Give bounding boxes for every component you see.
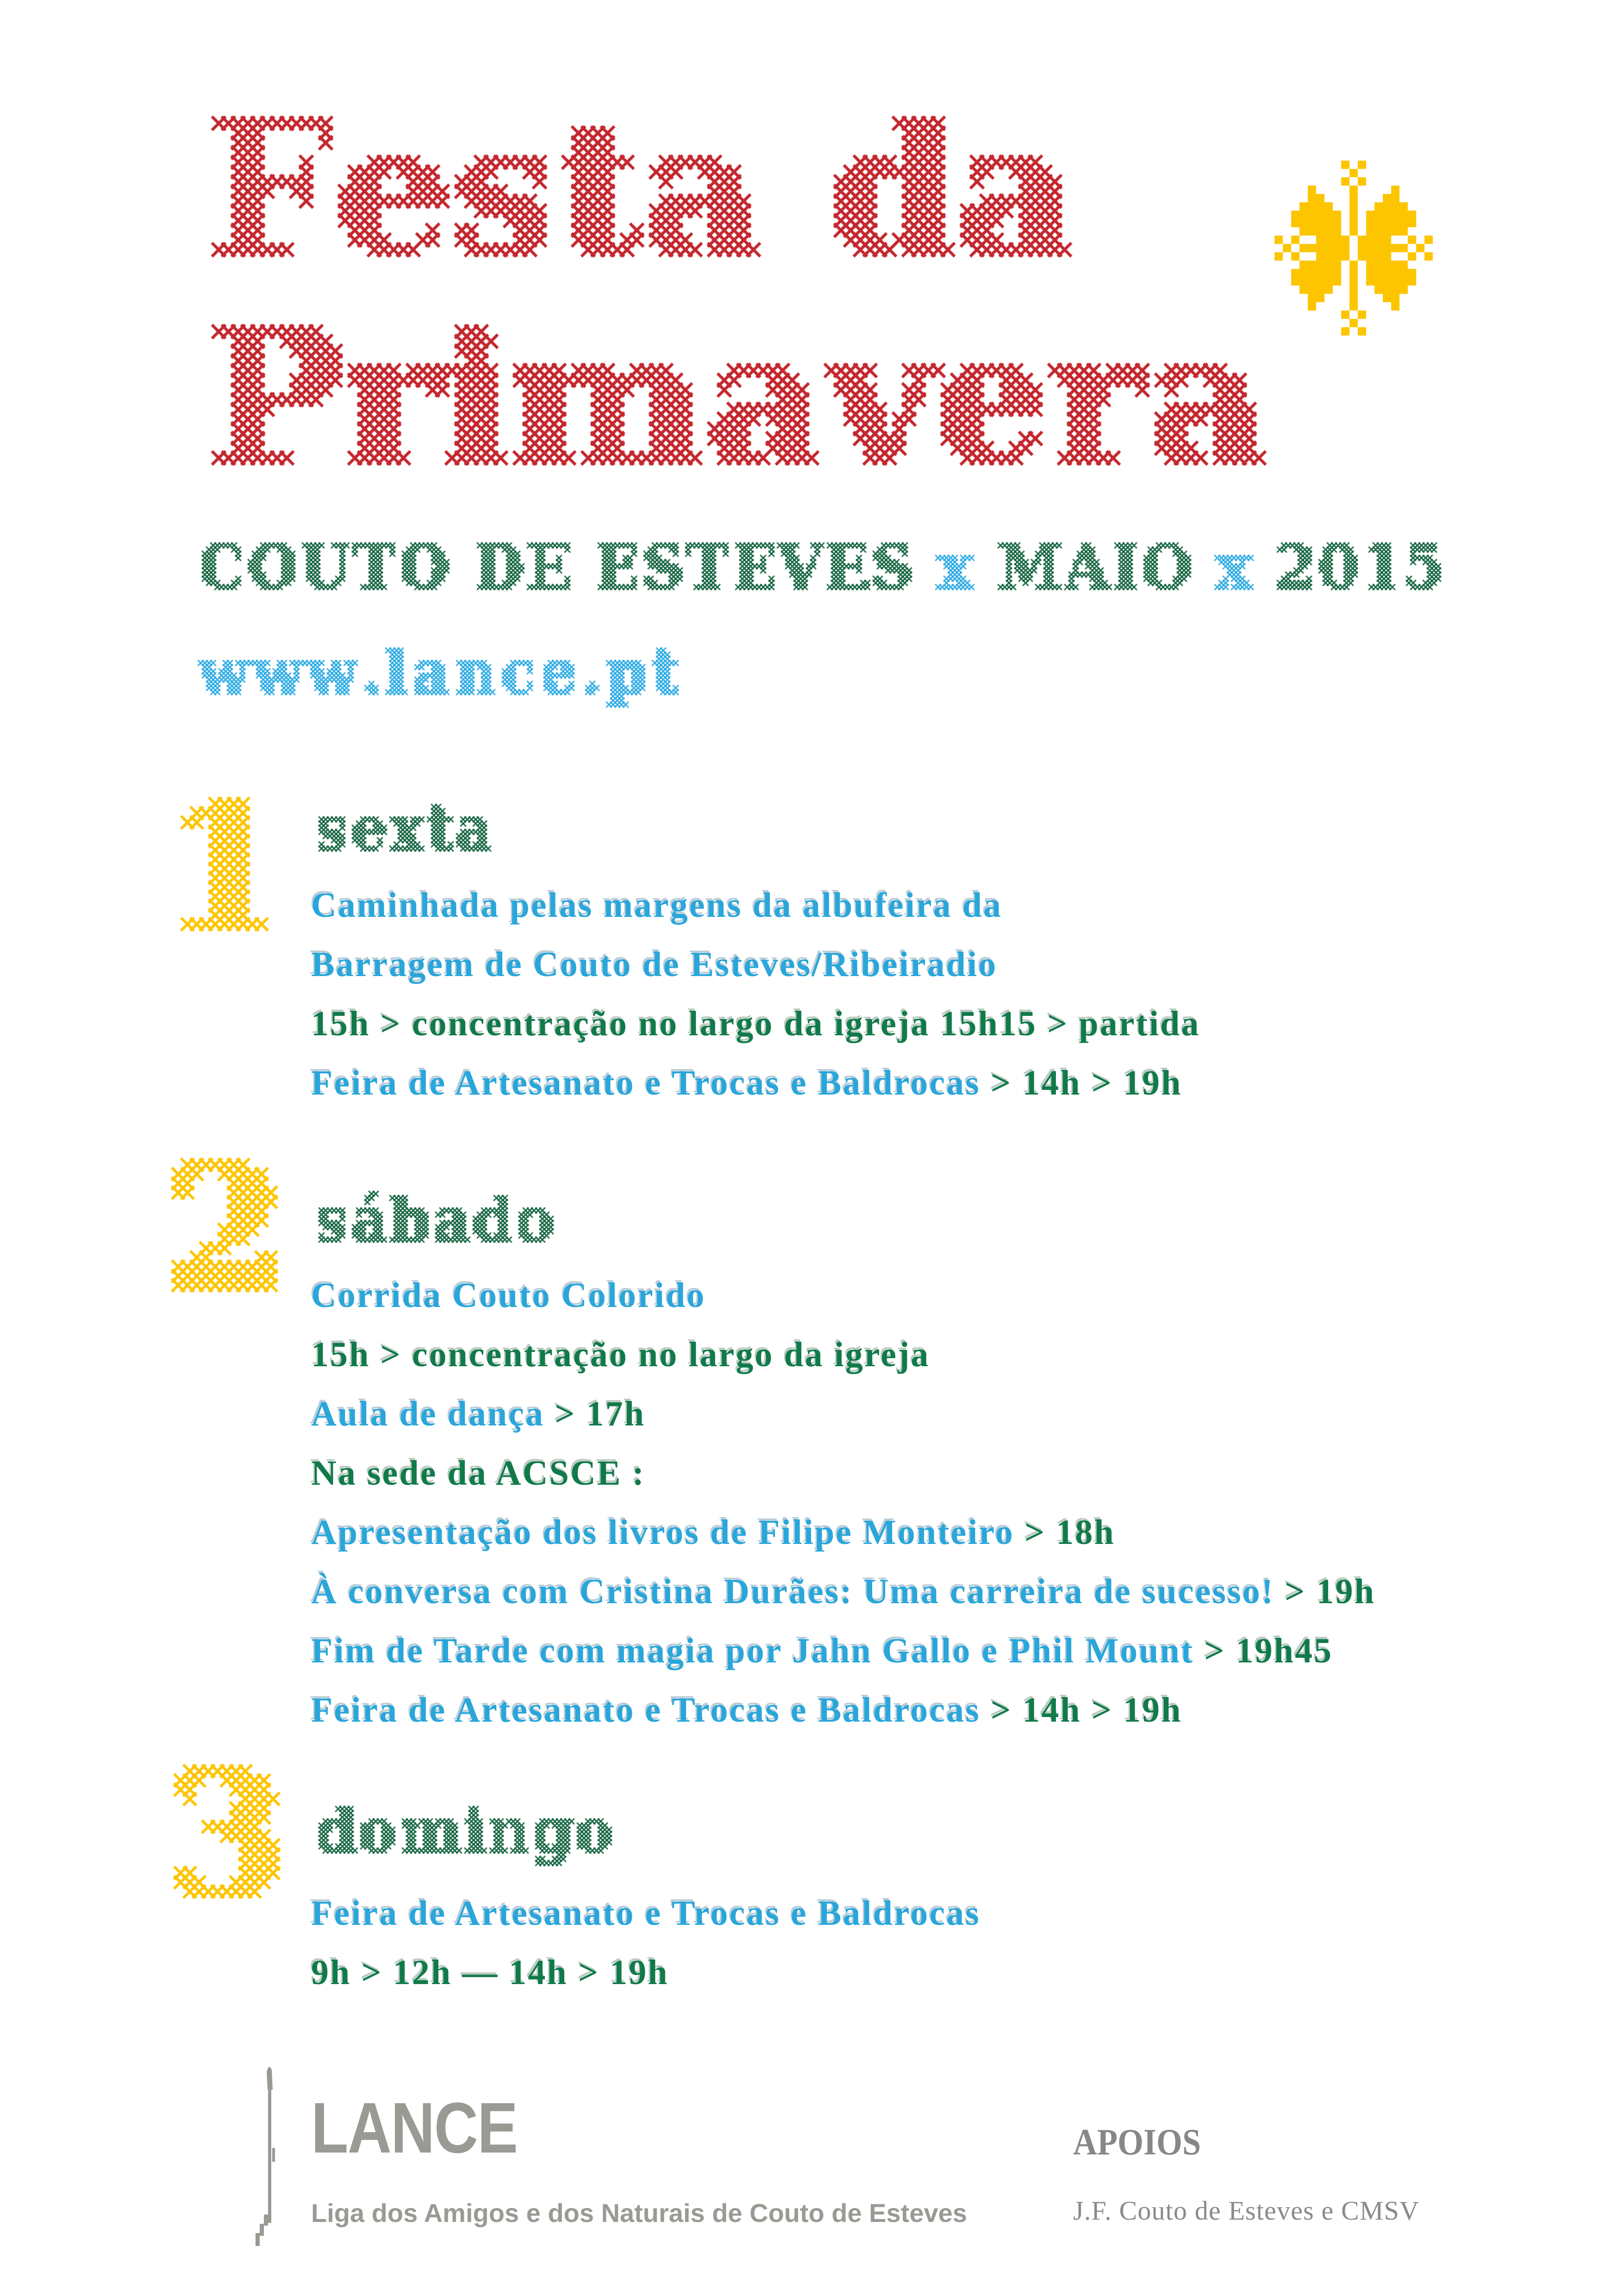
event-text-segment: Aula de dança	[311, 1394, 545, 1433]
event-text-segment: Barragem de Couto de Esteves/Ribeiradio	[311, 945, 998, 984]
day-1-number	[155, 725, 322, 1012]
event-line	[311, 1574, 1375, 1609]
event-text-segment: Apresentação dos livros de Filipe Monteiro	[311, 1513, 1014, 1552]
day-2-name	[311, 1171, 569, 1267]
day-1-name	[311, 780, 511, 876]
event-line	[311, 1278, 706, 1313]
event-line	[311, 1692, 1182, 1728]
event-text-segment: > 19h	[1274, 1572, 1375, 1611]
lance-spear-icon	[254, 2062, 286, 2249]
page-title-line-2	[194, 249, 1303, 550]
event-text-segment: > 19h45	[1194, 1631, 1333, 1670]
day-2-number	[155, 1086, 322, 1373]
event-text-segment: Fim de Tarde com magia por Jahn Gallo e Phil Mount	[311, 1631, 1194, 1670]
event-text-segment: 15h > concentração no largo da igreja 15h15 > partida	[311, 1004, 1200, 1043]
event-text-segment: > 14h > 19h	[980, 1064, 1182, 1102]
event-line	[311, 1896, 981, 1931]
lance-logo: LANCE	[311, 2088, 518, 2168]
event-line	[311, 1337, 930, 1372]
event-line	[311, 1515, 1115, 1550]
event-line	[311, 1006, 1200, 1041]
apoios-label: APOIOS	[1073, 2122, 1201, 2163]
event-text-segment: Feira de Artesanato e Trocas e Baldrocas	[311, 1064, 981, 1102]
lance-tagline: Liga dos Amigos e dos Naturais de Couto de Esteves	[311, 2198, 967, 2228]
event-line	[311, 888, 1002, 923]
day-3-name	[311, 1782, 632, 1878]
event-line	[311, 1396, 645, 1431]
event-text-segment: > 14h > 19h	[980, 1691, 1182, 1730]
event-text-segment: > 18h	[1014, 1513, 1115, 1552]
event-text-segment: Na sede da ACSCE :	[311, 1454, 645, 1493]
website-link[interactable]	[194, 623, 699, 719]
flower-icon	[1274, 161, 1433, 338]
event-text-segment: Caminhada pelas margens da albufeira da	[311, 886, 1003, 925]
event-line	[311, 947, 997, 982]
event-line	[311, 1633, 1333, 1668]
event-line	[311, 1955, 668, 1990]
event-text-segment: Feira de Artesanato e Trocas e Baldrocas	[311, 1894, 981, 1933]
event-text-segment: À conversa com Cristina Durães: Uma carreira de sucesso!	[311, 1572, 1275, 1611]
event-text-segment: > 17h	[544, 1394, 645, 1433]
event-text-segment: Corrida Couto Colorido	[311, 1276, 706, 1315]
event-line	[311, 1065, 1182, 1101]
subtitle-place-date	[194, 518, 1461, 614]
event-text-segment: 9h > 12h — 14h > 19h	[311, 1953, 669, 1992]
event-text-segment: Feira de Artesanato e Trocas e Baldrocas	[311, 1691, 981, 1730]
event-line	[311, 1456, 645, 1491]
event-text-segment: 15h > concentração no largo da igreja	[311, 1335, 930, 1374]
day-3-number	[157, 1692, 324, 1979]
apoios-credits: J.F. Couto de Esteves e CMSV	[1073, 2196, 1420, 2226]
